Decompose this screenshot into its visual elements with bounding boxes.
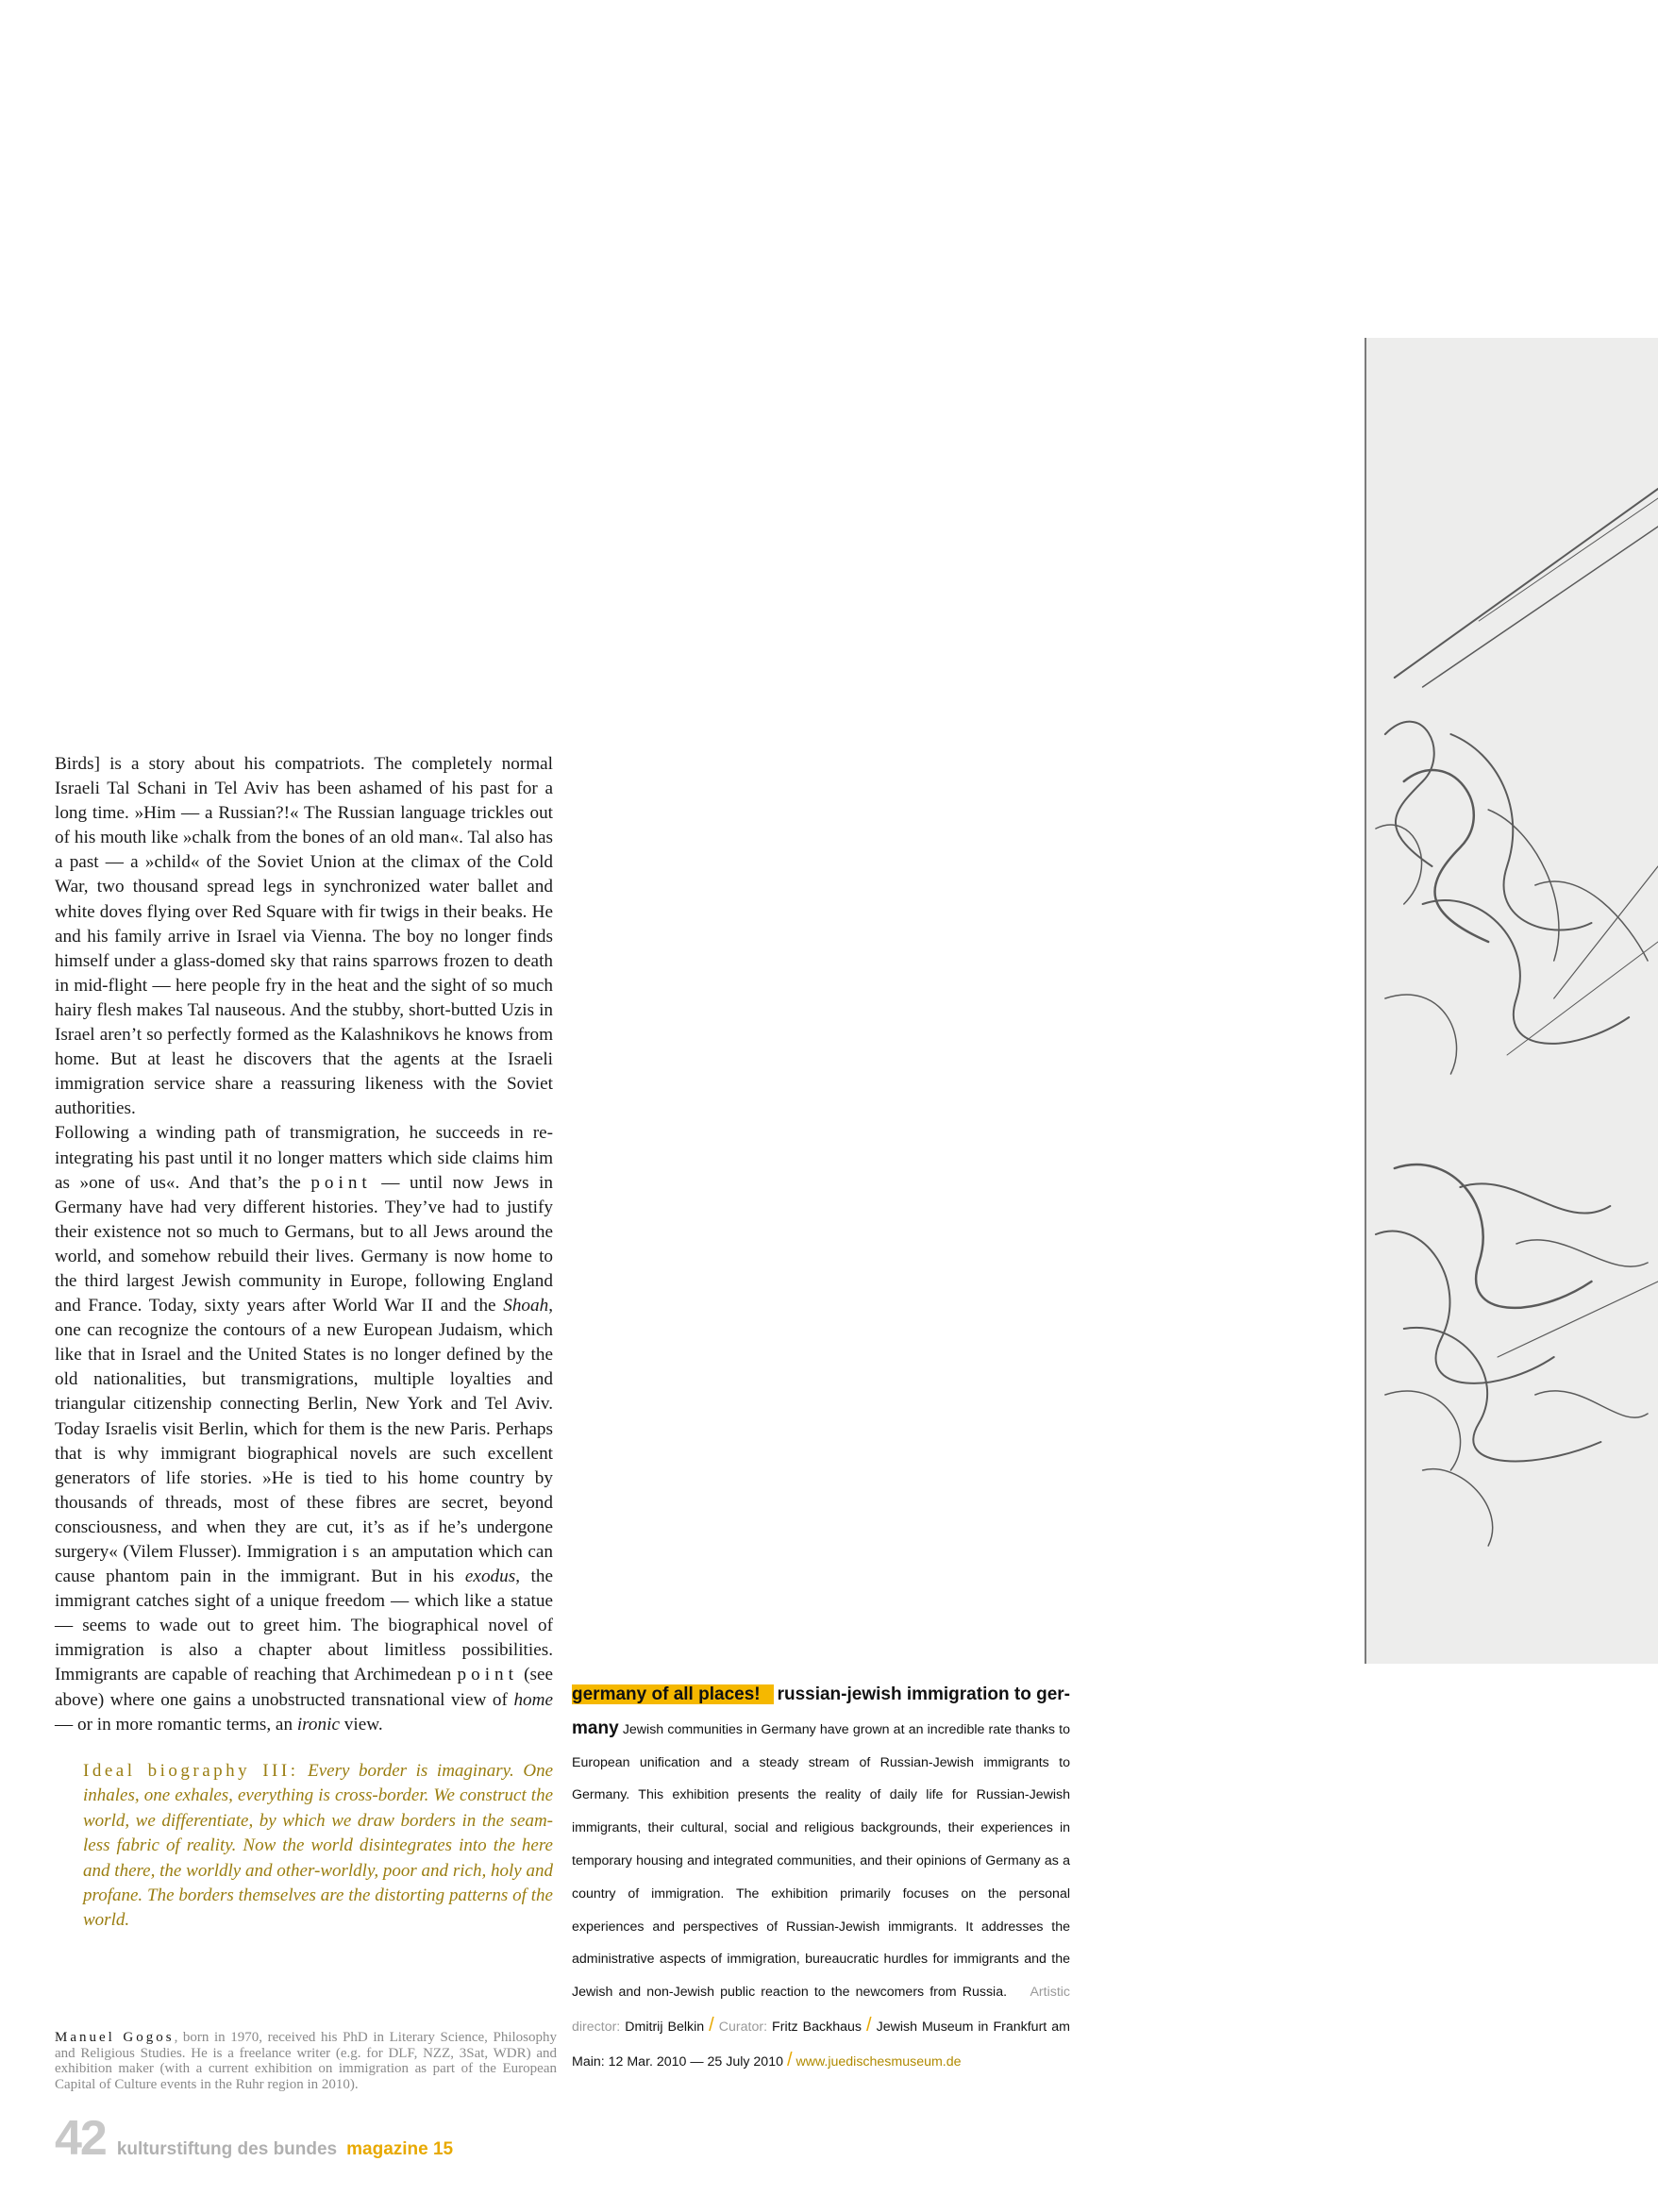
text-run: home: [513, 1689, 553, 1710]
artistic-director-label: Artistic director:: [572, 1985, 1070, 2035]
curator: Fritz Backhaus: [772, 2019, 862, 2035]
author-note: [55, 2030, 557, 2092]
text-run: , the immigrant catches sight of a unique freedom — which like a statue — seems to wade out to greet him. The biographical novel of immigration is also a chapter about limitless possibilities. Immigrants are capable of reaching that Archimedean: [55, 1567, 553, 1685]
exhibition-description: Jewish communities in Germany have grown at an incredible rate thanks to European unification and a steady stream of Russian-Jewish immigrants to Germany. This exhibition presents the reality of daily life for Russian-Jewish immigrants, their cultural, social and religious backgrounds, their experiences in temporary housing and integrated communities, and their opinions of Germany as a country of immigration. The exhibition primarily focuses on the personal experiences and perspectives of Russian-Jewish immigrants. It addresses the administrative aspects of immigration, bureaucratic hurdles for immigrants and the Jewish and non-Jewish public reaction to the newcomers from Russia.: [572, 1721, 1070, 2001]
text-run: , one can recognize the contours of a new European Judaism, which like that in Israel and the United States is no longer defined by the old nationalities, but transmigrations, multiple loyalties and triangular citizenship connecting Berlin, New York and Tel Aviv. Today Israelis visit Berlin, which for them is the new Paris. Perhaps that is why immigrant biographical novels are such excellent generators of life stories. »He is tied to his home country by thousands of threads, most of these fibres are secret, beyond consciousness, and when they are cut, it’s as if he’s undergone surgery« (Vilem Flusser). Immigration: [55, 1296, 553, 1562]
text-run: an amputation which can cause phantom pain in the immigrant. But in his: [55, 1542, 554, 1587]
separator-slash: /: [786, 2049, 793, 2070]
exhibition-info-box: [572, 1679, 1070, 2079]
artistic-director: Dmitrij Belkin: [625, 2019, 705, 2035]
text-run: Birds] is a story about his compatriots. The completely normal Israeli Tal Schani in Tel Aviv has been ashamed of his past for a long time. »Him — a Russian?!« The Russian language trickles out of his mouth like »chalk from the bones of an old man«. Tal also has a past — a »child« of the Soviet Union at the climax of the Cold War, two thousand spread legs in synchronized water ballet and white doves flying over Red Square with fir twigs in their beaks. He and his family arrive in Israel via Vienna. The boy no longer finds himself under a glass-domed sky that rains sparrows frozen to death in mid-flight — here people fry in the heat and the sight of so much hairy flesh makes Tal nauseous. And the stubby, short-butted Uzis in Israel aren’t so perfectly formed as the Kalashnikovs he knows from home. But at least he discovers that the agents at the Israeli immigration service share a reassuring likeness with the Soviet authorities.: [55, 754, 553, 1119]
curator-label: Curator:: [718, 2019, 768, 2035]
author-name: Manuel Gogos: [55, 2030, 175, 2045]
article-paragraph: [55, 1121, 553, 1736]
article-body: [55, 752, 553, 1737]
text-run: ironic: [296, 1714, 340, 1734]
page-footer: [55, 2110, 453, 2167]
article-paragraph: [55, 752, 553, 1121]
text-run: Following a winding path of transmigration, he succeeds in reintegrating his past until it no longer matters which side claims him as »one of us«. And that’s the: [55, 1123, 553, 1193]
quote-lead: Ideal biography III:: [83, 1761, 299, 1781]
text-run: is: [342, 1542, 364, 1562]
text-run: point: [457, 1665, 518, 1685]
exhibition-title-highlight: germany of all places!: [572, 1684, 774, 1704]
text-run: point: [310, 1172, 372, 1193]
text-run: exodus: [464, 1567, 516, 1587]
magazine-issue: magazine 15: [346, 2139, 454, 2159]
exhibition-title: russian-jewish immigration to germany: [572, 1684, 1070, 1738]
text-run: (see above) where one gains a unobstructed transnational view of: [55, 1665, 554, 1710]
text-run: view.: [339, 1714, 383, 1734]
text-run: Shoah: [503, 1296, 549, 1316]
page-number: 42: [55, 2111, 106, 2166]
author-bio: , born in 1970, received his PhD in Literary Science, Philosophy and Religious Studies. He is a freelance writer (e.g. for DLF, NZZ, 3Sat, WDR) and exhibition maker (with a current exhibition on immigration as part of the European Capital of Culture events in the Ruhr region in 2010).: [55, 2030, 558, 2092]
ideal-biography-quote: [83, 1759, 553, 1934]
publication-name: kulturstiftung des bundes: [116, 2139, 338, 2159]
text-run: — or in more romantic terms, an: [55, 1714, 297, 1734]
exhibition-venue-dates: Jewish Museum in Frankfurt am Main: 12 Mar. 2010 — 25 July 2010: [572, 2019, 1070, 2070]
quote-text: Every border is imaginary. One inhales, one exhales, everything is cross-border. We construct the world, we differentiate, by which we draw borders in the seamless fabric of reality. Now the world disintegrates into the here and there, the worldly and other-worldly, poor and rich, holy and profane. The borders themselves are the distorting patterns of the world.: [83, 1761, 553, 1931]
museum-link[interactable]: www.juedischesmuseum.de: [796, 2053, 962, 2070]
separator-slash: /: [709, 2014, 714, 2036]
text-run: — until now Jews in Germany have had very different histories. They’ve had to justify their existence not so much to Germans, but to all Jews around the world, and somehow rebuild their lives. Germany is now home to the third largest Jewish community in Europe, following England and France. Today, sixty years after World War II and the: [55, 1172, 553, 1316]
pencil-sketch-illustration: [1365, 338, 1658, 1664]
separator-slash: /: [866, 2014, 872, 2036]
